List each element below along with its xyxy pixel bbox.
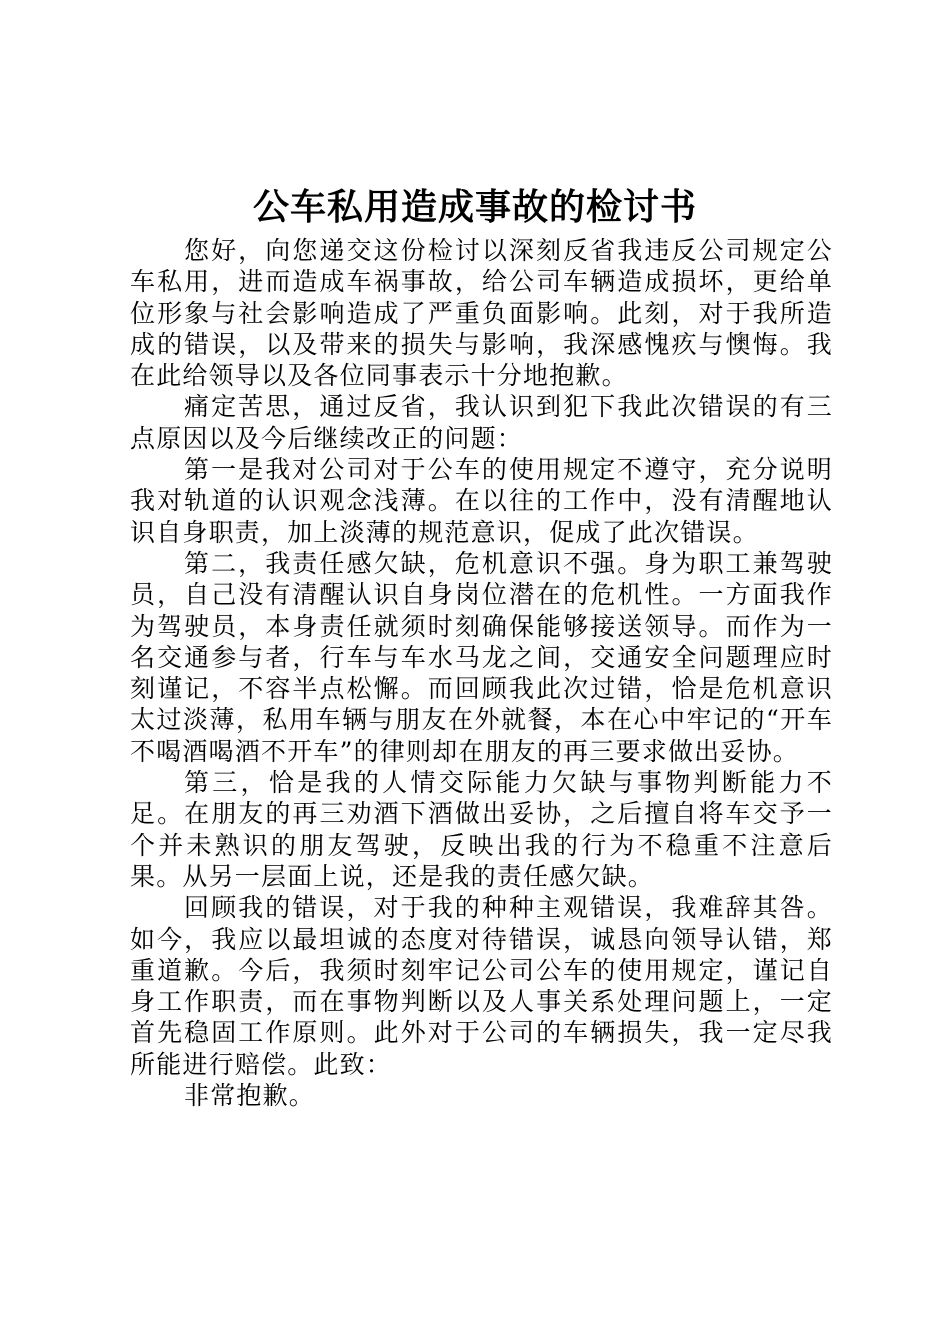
paragraph-closing: 非常抱歉。 — [184, 1081, 316, 1111]
paragraph-greeting: 您好，向您递交这份检讨以深刻反省我违反公司规定公车私用，进而造成车祸事故，给公司车辆造成损坏，更给单位形象与社会影响造成了严重负面影响。此刻，对于我所造成的错误，以及带来的损失与影响，我深感愧疚与懊悔。我在此给领导以及各位同事表示十分地抱歉。 — [130, 236, 833, 391]
paragraph-reason-one: 第一是我对公司对于公车的使用规定不遵守，充分说明我对轨道的认识观念浅薄。在以往的工作中，没有清醒地认识自身职责，加上淡薄的规范意识，促成了此次错误。 — [130, 455, 833, 547]
document-title: 公车私用造成事故的检讨书 — [252, 187, 697, 228]
paragraph-conclusion: 回顾我的错误，对于我的种种主观错误，我难辞其咎。如今，我应以最坦诚的态度对待错误，诚恳向领导认错，郑重道歉。今后，我须时刻牢记公司公车的使用规定，谨记自身工作职责，而在事物判断以及人事关系处理问题上，一定首先稳固工作原则。此外对于公司的车辆损失，我一定尽我所能进行赔偿。此致： — [130, 893, 833, 1079]
paragraph-reflection: 痛定苦思，通过反省，我认识到犯下我此次错误的有三点原因以及今后继续改正的问题： — [130, 392, 833, 453]
paragraph-reason-three: 第三，恰是我的人情交际能力欠缺与事物判断能力不足。在朋友的再三劝酒下酒做出妥协，之后擅自将车交予一个并未熟识的朋友驾驶，反映出我的行为不稳重不注意后果。从另一层面上说，还是我的责任感欠缺。 — [130, 768, 833, 891]
document-body — [130, 235, 833, 1111]
paragraph-reason-two: 第二，我责任感欠缺，危机意识不强。身为职工兼驾驶员，自己没有清醒认识自身岗位潜在的危机性。一方面我作为驾驶员，本身责任就须时刻确保能够接送领导。而作为一名交通参与者，行车与车水马龙之间，交通安全问题理应时刻谨记，不容半点松懈。而回顾我此次过错，恰是危机意识太过淡薄，私用车辆与朋友在外就餐，本在心中牢记的“开车不喝酒喝酒不开车”的律则却在朋友的再三要求做出妥协。 — [130, 548, 833, 766]
